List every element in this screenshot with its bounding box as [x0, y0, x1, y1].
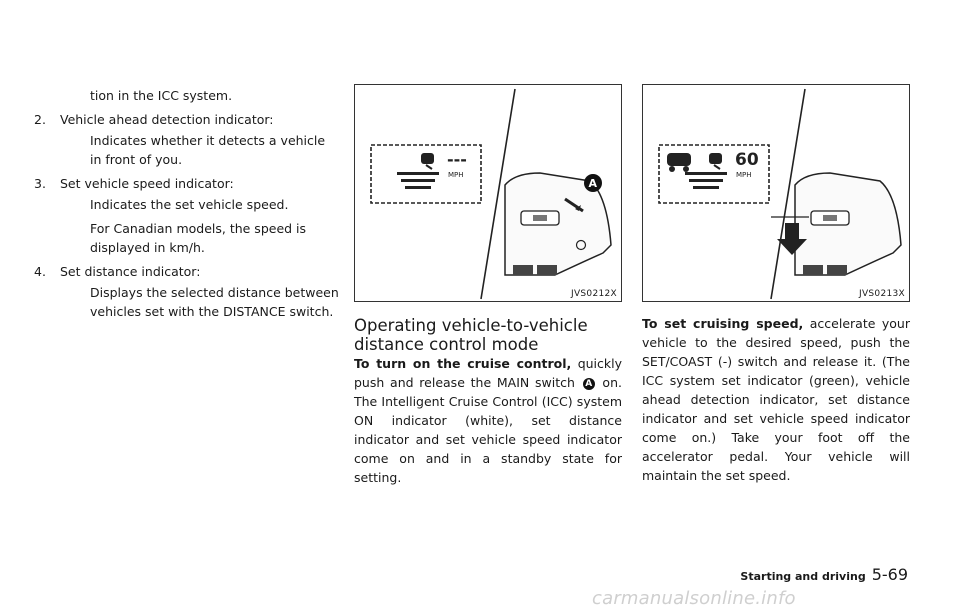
item-title: Set distance indicator: [59, 264, 201, 279]
section-heading: Operating vehicle-to-vehicle distance control mode [354, 316, 588, 354]
paragraph-text: on. The Intelligent Cruise Control (ICC) system ON indicator (white), set distance indicator and set vehicle speed indicator come on and in a standby state for setting. [354, 375, 622, 485]
item-number: 2. [34, 112, 46, 127]
lead-in-bold: To turn on the cruise control, [354, 356, 572, 371]
watermark: carmanualsonline.info [592, 588, 796, 609]
vehicle-ahead-icon [667, 153, 691, 172]
paragraph-text: quickly push and release the MAIN switch [354, 356, 622, 390]
display-speed-value: 60 [735, 150, 759, 170]
car-detection-icon [709, 153, 722, 169]
list-item [34, 262, 340, 281]
display-unit: MPH [448, 171, 464, 179]
steering-switch-illustration [643, 85, 911, 303]
item-description: Displays the selected distance between vehicles set with the DISTANCE switch. [90, 285, 339, 319]
figure-set-speed [642, 84, 910, 302]
footer-section-title: Starting and driving [740, 570, 866, 583]
steering-switch-illustration [355, 85, 623, 303]
display-speed-value: --- [447, 150, 467, 169]
item-title: Set vehicle speed indicator: [59, 176, 234, 191]
left-column [34, 86, 340, 321]
continuation-text: tion in the ICC system. [90, 88, 233, 103]
paragraph-text: accelerate your vehicle to the desired speed, push the SET/COAST (-) switch and release it. (The ICC system set indicator (green), vehicle ahead detection indicator, set distance indicator and set vehicle speed indicator come on.) Take your foot off the accelerator pedal. Your vehicle will maintain the set speed. [642, 316, 910, 483]
page-footer [740, 565, 908, 584]
list-item [34, 110, 340, 129]
item-description-extra: For Canadian models, the speed is displayed in km/h. [90, 221, 307, 255]
display-unit: MPH [736, 171, 752, 179]
figure-code: JVS0212X [571, 289, 617, 299]
item-number: 3. [34, 176, 46, 191]
cruise-control-paragraph [354, 354, 622, 487]
item-description: Indicates the set vehicle speed. [90, 197, 289, 212]
item-description: Indicates whether it detects a vehicle in front of you. [90, 133, 326, 167]
item-number: 4. [34, 264, 46, 279]
car-detection-icon [421, 153, 434, 169]
figure-code: JVS0213X [859, 289, 905, 299]
callout-a-label: A [588, 177, 598, 190]
list-item [34, 174, 340, 193]
set-speed-paragraph [642, 314, 910, 485]
lead-in-bold: To set cruising speed, [642, 316, 804, 331]
item-title: Vehicle ahead detection indicator: [59, 112, 274, 127]
callout-a-reference: A [583, 378, 595, 390]
figure-main-switch [354, 84, 622, 302]
page-number: 5-69 [871, 565, 908, 584]
